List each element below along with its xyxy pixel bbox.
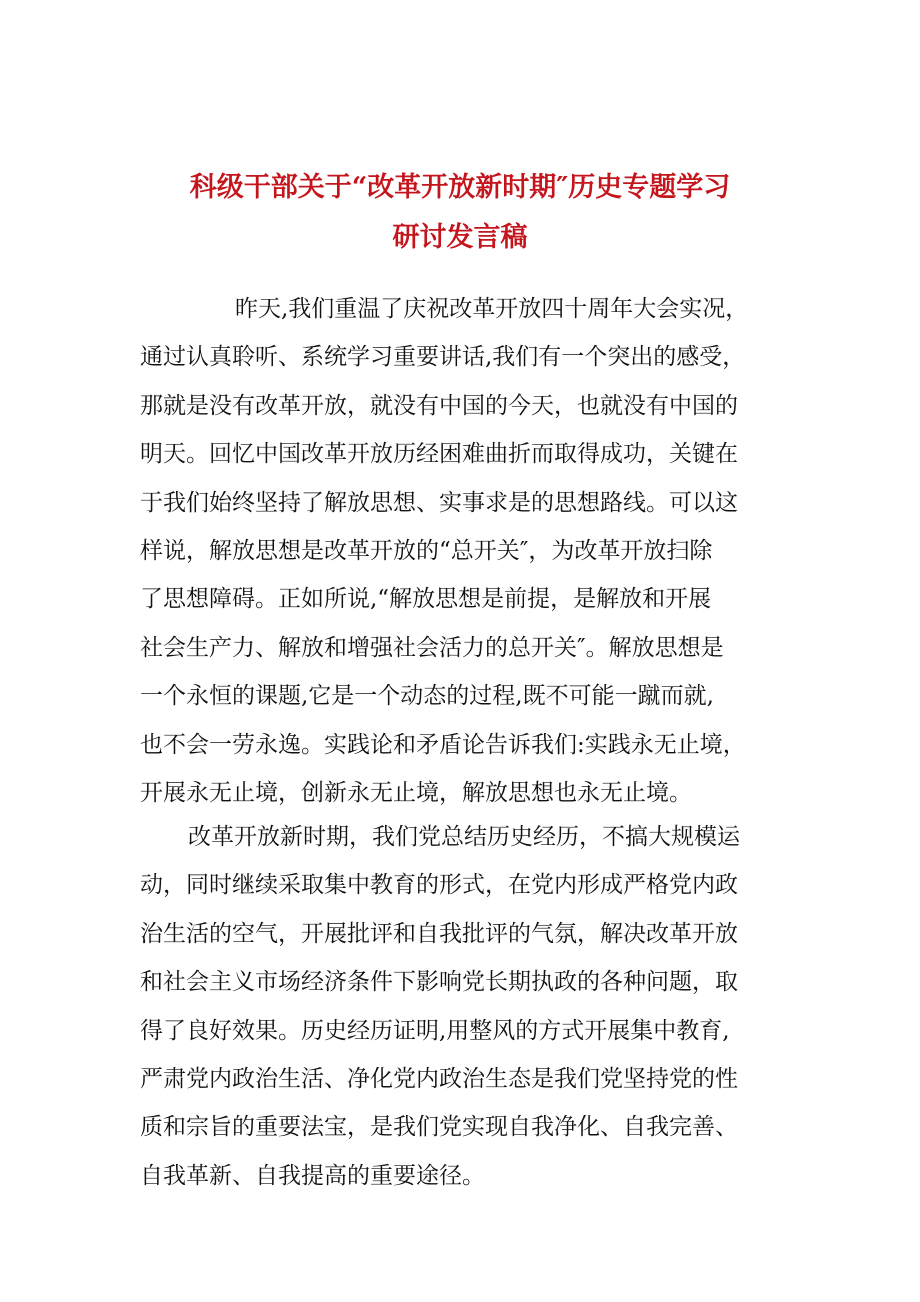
paragraph-line: 了思想障碍。正如所说,“解放思想是前提，是解放和开展 (140, 586, 712, 613)
paragraph-line: 社会生产力、解放和增强社会活力的总开关″。解放思想是 (140, 634, 724, 661)
paragraph-line: 治生活的空气，开展批评和自我批评的气氛，解决改革开放 (140, 920, 738, 947)
body-paragraph (140, 285, 790, 817)
paragraph-line: 和社会主义市场经济条件下影响党长期执政的各种问题，取 (140, 969, 738, 996)
paragraph-line: 样说，解放思想是改革开放的“总开关″，为改革开放扫除 (140, 537, 713, 564)
paragraph-line: 明天。回忆中国改革开放历经困难曲折而取得成功，关键在 (140, 441, 738, 468)
paragraph-line: 那就是没有改革开放，就没有中国的今天，也就没有中国的 (140, 392, 738, 419)
paragraph-line: 质和宗旨的重要法宝，是我们党实现自我净化、自我完善、 (140, 1114, 738, 1141)
paragraph-line: 一个永恒的课题,它是一个动态的过程,既不可能一蹴而就, (140, 683, 714, 710)
title-line: 研讨发言稿 (392, 222, 528, 253)
paragraph-line: 动，同时继续采取集中教育的形式，在党内形成严格党内政 (140, 872, 738, 899)
paragraph-line: 得了良好效果。历史经历证明,用整风的方式开展集中教育, (140, 1017, 730, 1044)
paragraph-line: 于我们始终坚持了解放思想、实事求是的思想路线。可以这 (140, 489, 738, 516)
paragraph-line: 也不会一劳永逸。实践论和矛盾论告诉我们:实践永无止境， (140, 731, 746, 758)
paragraph-line: 自我革新、自我提高的重要途径。 (140, 1162, 485, 1189)
paragraph-line: 严肃党内政治生活、净化党内政治生态是我们党坚持党的性 (140, 1065, 738, 1092)
paragraph-line: 改革开放新时期，我们党总结历史经历，不搞大规模运 (188, 824, 740, 850)
document-title (0, 163, 920, 263)
paragraph-line: 开展永无止境，创新永无止境，解放思想也永无止境。 (140, 779, 692, 806)
paragraph-line: 昨天,我们重温了庆祝改革开放四十周年大会实况， (235, 296, 749, 322)
paragraph-line: 通过认真聆听、系统学习重要讲话,我们有一个突出的感受， (140, 344, 746, 371)
body-paragraph (140, 813, 790, 1200)
title-line: 科级干部关于“改革开放新时期″历史专题学习 (189, 172, 731, 203)
